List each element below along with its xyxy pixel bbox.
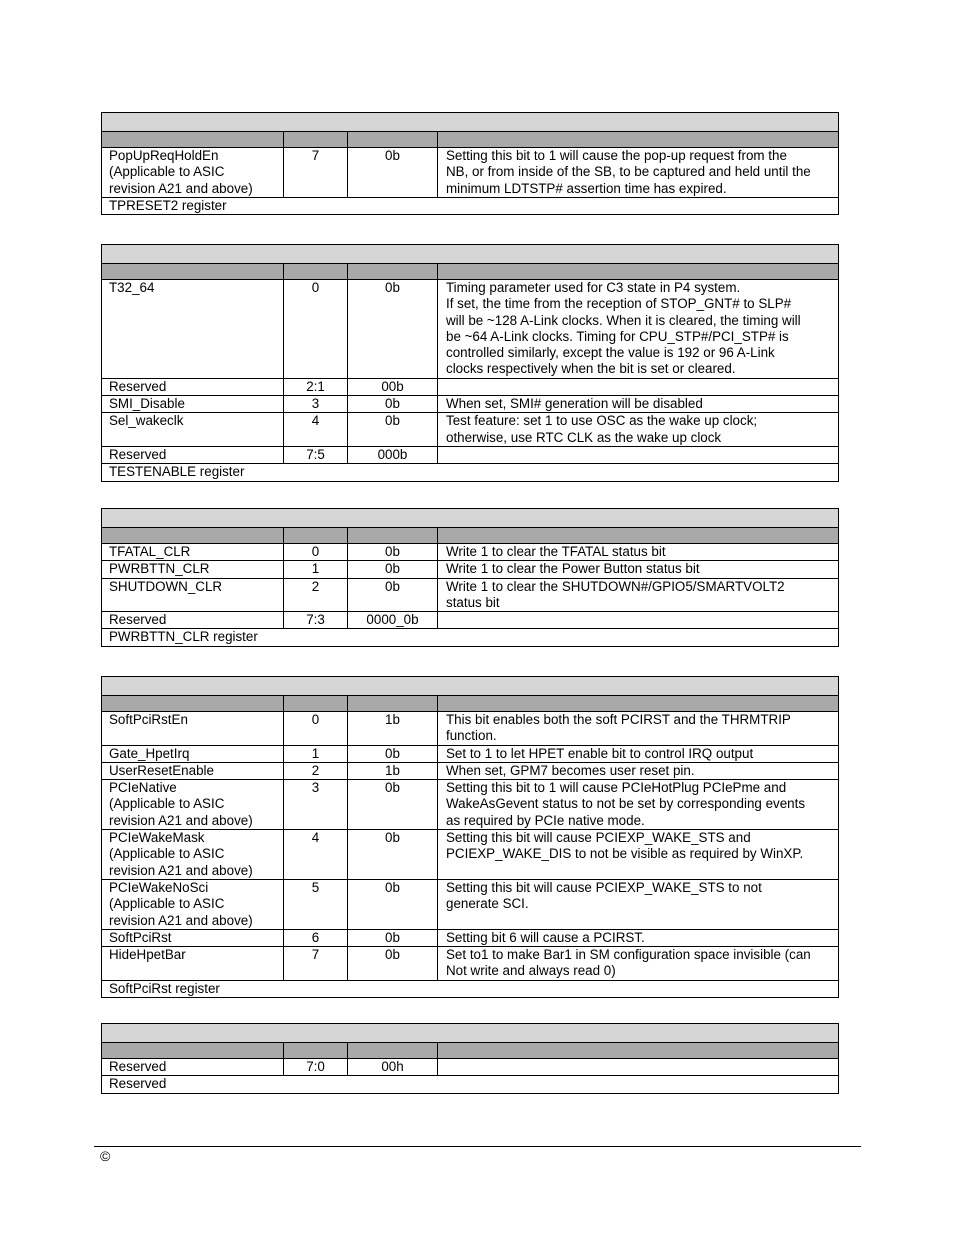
field-name: PWRBTTN_CLR bbox=[102, 561, 284, 578]
table-header-row bbox=[102, 264, 839, 280]
field-name: SoftPciRst bbox=[102, 929, 284, 946]
field-description: Setting bit 6 will cause a PCIRST. bbox=[438, 929, 839, 946]
field-bits: 7 bbox=[284, 947, 348, 981]
table-row bbox=[102, 712, 839, 746]
table-row bbox=[102, 762, 839, 779]
field-bits: 7:0 bbox=[284, 1059, 348, 1076]
table-row bbox=[102, 879, 839, 929]
table-row bbox=[102, 396, 839, 413]
field-description: Setting this bit to 1 will cause PCIeHotPlug PCIePme and WakeAsGevent status to not be set by corresponding events as required by PCIe native mode. bbox=[438, 780, 839, 830]
field-name: Reserved bbox=[102, 612, 284, 629]
field-bits: 7:5 bbox=[284, 446, 348, 463]
table-title-bar bbox=[102, 1024, 839, 1043]
copyright-symbol: © bbox=[100, 1148, 111, 1164]
table-title-bar bbox=[102, 113, 839, 132]
field-description: Setting this bit will cause PCIEXP_WAKE_STS to not generate SCI. bbox=[438, 879, 839, 929]
field-bits: 7 bbox=[284, 148, 348, 198]
field-bits: 2 bbox=[284, 578, 348, 612]
field-description: When set, GPM7 becomes user reset pin. bbox=[438, 762, 839, 779]
field-description bbox=[438, 1059, 839, 1076]
field-default: 00b bbox=[348, 378, 438, 395]
field-bits: 3 bbox=[284, 396, 348, 413]
field-default: 0b bbox=[348, 947, 438, 981]
table-row bbox=[102, 612, 839, 629]
table-row bbox=[102, 544, 839, 561]
table-row bbox=[102, 745, 839, 762]
field-default: 0b bbox=[348, 396, 438, 413]
field-description: Write 1 to clear the SHUTDOWN#/GPIO5/SMARTVOLT2 status bit bbox=[438, 578, 839, 612]
field-description: This bit enables both the soft PCIRST and the THRMTRIP function. bbox=[438, 712, 839, 746]
table-row bbox=[102, 1059, 839, 1076]
field-name: T32_64 bbox=[102, 280, 284, 379]
field-name: SHUTDOWN_CLR bbox=[102, 578, 284, 612]
field-default: 0b bbox=[348, 745, 438, 762]
field-default: 0b bbox=[348, 929, 438, 946]
field-default: 1b bbox=[348, 762, 438, 779]
field-bits: 5 bbox=[284, 879, 348, 929]
table-title-bar bbox=[102, 509, 839, 528]
field-name: Reserved bbox=[102, 1059, 284, 1076]
register-table-pwrbttn-clr bbox=[101, 508, 839, 647]
table-header-row bbox=[102, 528, 839, 544]
field-default: 0b bbox=[348, 561, 438, 578]
field-default: 0b bbox=[348, 148, 438, 198]
field-name: Sel_wakeclk bbox=[102, 413, 284, 447]
table-row bbox=[102, 280, 839, 379]
field-name: UserResetEnable bbox=[102, 762, 284, 779]
table-footer-row bbox=[102, 629, 839, 646]
field-name: Reserved bbox=[102, 378, 284, 395]
field-bits: 4 bbox=[284, 830, 348, 880]
field-description: Setting this bit will cause PCIEXP_WAKE_STS and PCIEXP_WAKE_DIS to not be visible as required by WinXP. bbox=[438, 830, 839, 880]
field-bits: 0 bbox=[284, 544, 348, 561]
page-footer-divider bbox=[94, 1146, 861, 1147]
table-row bbox=[102, 929, 839, 946]
field-name: PCIeWakeNoSci (Applicable to ASIC revision A21 and above) bbox=[102, 879, 284, 929]
table-row bbox=[102, 378, 839, 395]
field-name: PCIeWakeMask (Applicable to ASIC revision A21 and above) bbox=[102, 830, 284, 880]
register-name: TESTENABLE register bbox=[102, 464, 839, 481]
table-title-bar bbox=[102, 245, 839, 264]
table-row bbox=[102, 830, 839, 880]
register-name: SoftPciRst register bbox=[102, 980, 839, 997]
table-title-bar bbox=[102, 677, 839, 696]
table-header-row bbox=[102, 696, 839, 712]
field-description: Timing parameter used for C3 state in P4 system. If set, the time from the reception of STOP_GNT# to SLP# will be ~128 A-Link clocks. When it is cleared, the timing will be ~64 A-Link clocks. Timing for CPU_STP#/PCI_STP# is controlled similarly, except the value is 192 or 96 A-Link clocks respectively when the bit is set or cleared. bbox=[438, 280, 839, 379]
table-footer-row bbox=[102, 464, 839, 481]
register-name: TPRESET2 register bbox=[102, 197, 839, 214]
field-bits: 2 bbox=[284, 762, 348, 779]
table-footer-row bbox=[102, 980, 839, 997]
field-name: PopUpReqHoldEn (Applicable to ASIC revision A21 and above) bbox=[102, 148, 284, 198]
field-bits: 6 bbox=[284, 929, 348, 946]
field-bits: 1 bbox=[284, 561, 348, 578]
field-default: 0b bbox=[348, 413, 438, 447]
register-table-testenable bbox=[101, 244, 839, 482]
table-row bbox=[102, 947, 839, 981]
field-name: PCIeNative (Applicable to ASIC revision A21 and above) bbox=[102, 780, 284, 830]
field-description: Write 1 to clear the Power Button status bit bbox=[438, 561, 839, 578]
field-name: SMI_Disable bbox=[102, 396, 284, 413]
field-description: Set to 1 to let HPET enable bit to control IRQ output bbox=[438, 745, 839, 762]
field-default: 0b bbox=[348, 830, 438, 880]
table-row bbox=[102, 148, 839, 198]
field-bits: 4 bbox=[284, 413, 348, 447]
field-default: 0b bbox=[348, 544, 438, 561]
field-bits: 0 bbox=[284, 280, 348, 379]
field-default: 0000_0b bbox=[348, 612, 438, 629]
field-bits: 3 bbox=[284, 780, 348, 830]
field-default: 000b bbox=[348, 446, 438, 463]
register-table-softpcirst bbox=[101, 676, 839, 998]
field-name: SoftPciRstEn bbox=[102, 712, 284, 746]
field-bits: 2:1 bbox=[284, 378, 348, 395]
field-default: 1b bbox=[348, 712, 438, 746]
field-description bbox=[438, 612, 839, 629]
field-default: 00h bbox=[348, 1059, 438, 1076]
field-bits: 1 bbox=[284, 745, 348, 762]
field-description: Setting this bit to 1 will cause the pop-up request from the NB, or from inside of the SB, to be captured and held until the minimum LDTSTP# assertion time has expired. bbox=[438, 148, 839, 198]
field-description: Write 1 to clear the TFATAL status bit bbox=[438, 544, 839, 561]
field-description: Test feature: set 1 to use OSC as the wake up clock; otherwise, use RTC CLK as the wake up clock bbox=[438, 413, 839, 447]
table-footer-row bbox=[102, 197, 839, 214]
field-name: HideHpetBar bbox=[102, 947, 284, 981]
table-row bbox=[102, 780, 839, 830]
table-header-row bbox=[102, 132, 839, 148]
field-default: 0b bbox=[348, 280, 438, 379]
field-name: Reserved bbox=[102, 446, 284, 463]
table-row bbox=[102, 578, 839, 612]
field-description: When set, SMI# generation will be disabled bbox=[438, 396, 839, 413]
table-header-row bbox=[102, 1043, 839, 1059]
field-default: 0b bbox=[348, 780, 438, 830]
field-bits: 0 bbox=[284, 712, 348, 746]
table-footer-row bbox=[102, 1076, 839, 1093]
field-description bbox=[438, 378, 839, 395]
register-table-tpreset2 bbox=[101, 112, 839, 215]
field-name: Gate_HpetIrq bbox=[102, 745, 284, 762]
table-row bbox=[102, 446, 839, 463]
field-default: 0b bbox=[348, 879, 438, 929]
field-bits: 7:3 bbox=[284, 612, 348, 629]
field-default: 0b bbox=[348, 578, 438, 612]
register-name: PWRBTTN_CLR register bbox=[102, 629, 839, 646]
register-name: Reserved bbox=[102, 1076, 839, 1093]
register-table-reserved bbox=[101, 1023, 839, 1094]
field-description: Set to1 to make Bar1 in SM configuration space invisible (can Not write and always read 0) bbox=[438, 947, 839, 981]
table-row bbox=[102, 413, 839, 447]
field-name: TFATAL_CLR bbox=[102, 544, 284, 561]
table-row bbox=[102, 561, 839, 578]
field-description bbox=[438, 446, 839, 463]
